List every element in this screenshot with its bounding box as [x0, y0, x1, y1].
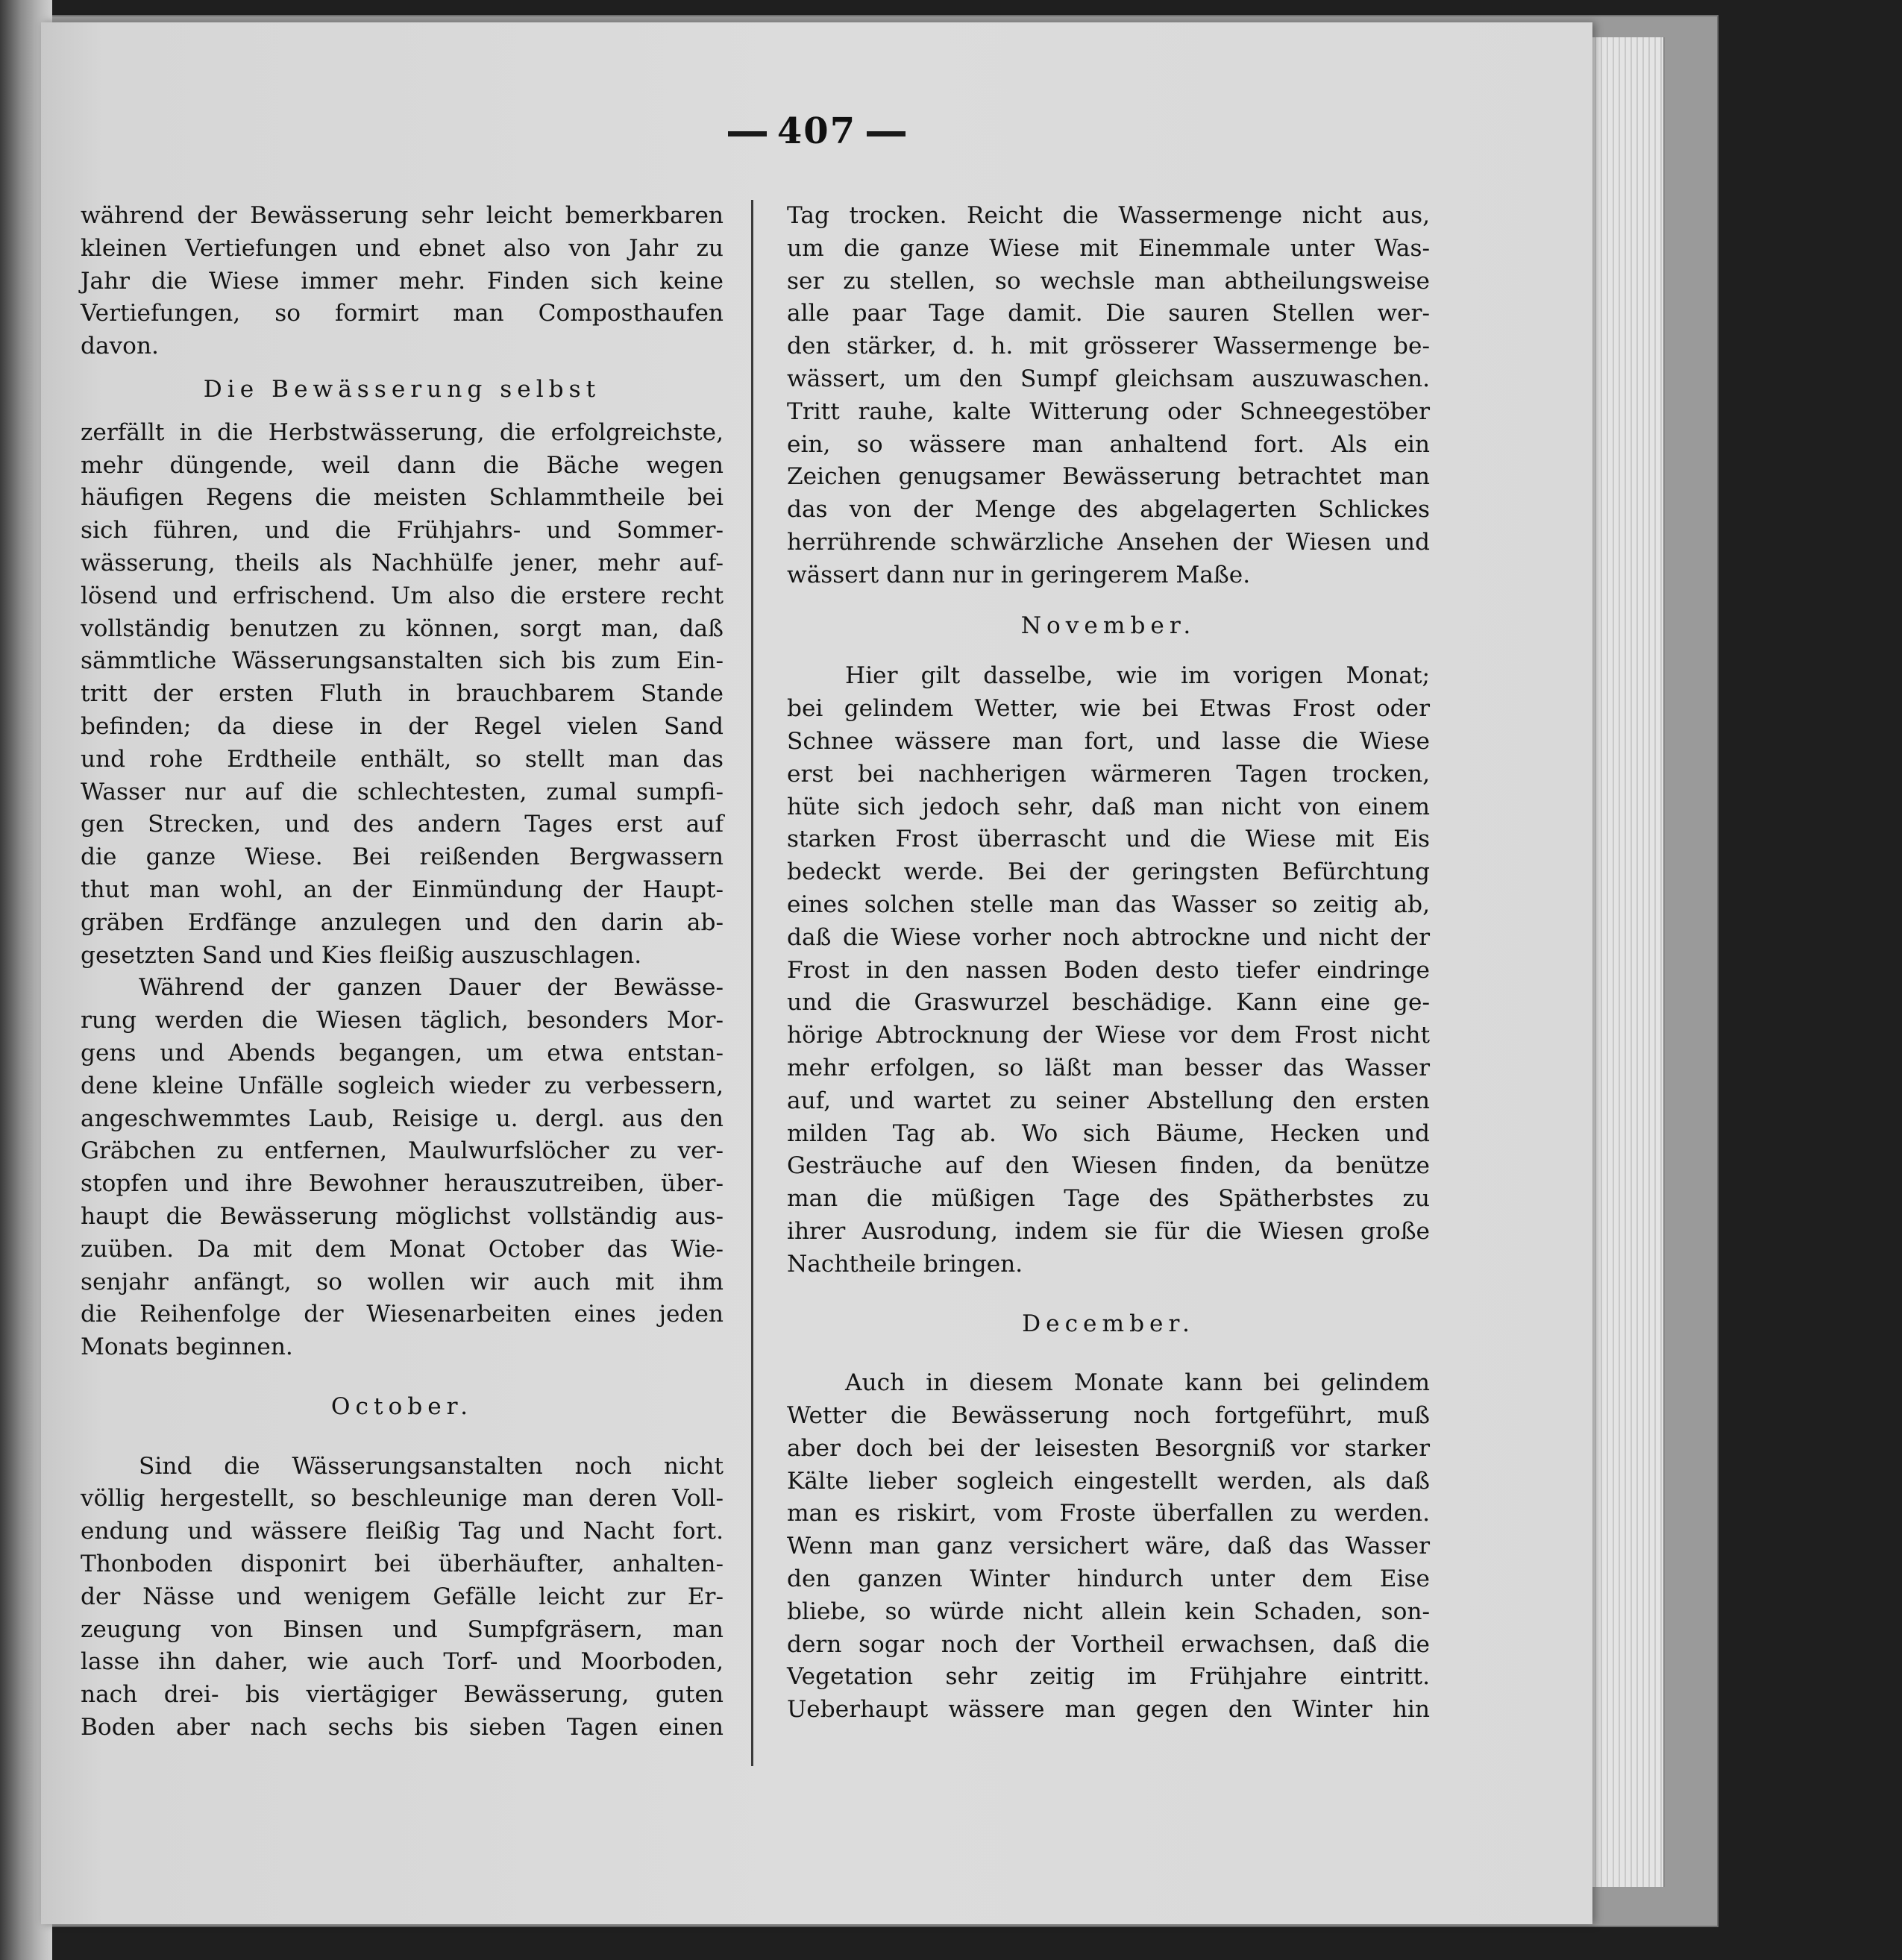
- right-paragraph-2: [787, 660, 1430, 1281]
- text-line: milden Tag ab. Wo sich Bäume, Hecken und: [787, 1119, 1430, 1147]
- text-line: mehr düngende, weil dann die Bäche wegen: [81, 451, 724, 479]
- text-line: aber doch bei der leisesten Besorgniß vor starker: [787, 1434, 1430, 1462]
- text-line: Gesträuche auf den Wiesen finden, da benütze: [787, 1152, 1430, 1180]
- column-divider: [751, 200, 753, 1766]
- text-line: Vegetation sehr zeitig im Frühjahre eintritt.: [787, 1663, 1430, 1691]
- text-line: zeugung von Binsen und Sumpfgräsern, man: [81, 1615, 724, 1643]
- text-line: hüte sich jedoch sehr, daß man nicht von einem: [787, 793, 1430, 820]
- text-line: häufigen Regens die meisten Schlammtheile bei: [81, 484, 724, 512]
- text-line: Boden aber nach sechs bis sieben Tagen einen: [81, 1714, 724, 1741]
- text-line: dene kleine Unfälle sogleich wieder zu verbessern,: [81, 1072, 724, 1099]
- text-line: davon.: [81, 333, 159, 360]
- text-line: Tritt rauhe, kalte Witterung oder Schneegestöber: [787, 398, 1430, 425]
- text-line: den ganzen Winter hindurch unter dem Eise: [787, 1565, 1430, 1593]
- section-heading: November.: [1020, 612, 1196, 639]
- text-line: Auch in diesem Monate kann bei gelindem: [845, 1369, 1430, 1397]
- text-line: Frost in den nassen Boden desto tiefer eindringe: [787, 956, 1430, 984]
- text-line: um die ganze Wiese mit Einemmale unter Was-: [787, 234, 1430, 262]
- text-line: Wenn man ganz versichert wäre, daß das Wasser: [787, 1533, 1430, 1560]
- text-line: endung und wässere fleißig Tag und Nacht fort.: [81, 1518, 724, 1545]
- text-line: das von der Menge des abgelagerten Schlickes: [787, 496, 1430, 524]
- text-line: thut man wohl, an der Einmündung der Haupt-: [81, 876, 724, 903]
- text-line: eines solchen stelle man das Wasser so zeitig ab,: [787, 891, 1430, 918]
- section-heading: October.: [330, 1392, 474, 1420]
- text-line: der Nässe und wenigem Gefälle leicht zur Er-: [81, 1583, 724, 1610]
- text-line: ein, so wässere man anhaltend fort. Als ein: [787, 430, 1430, 458]
- text-line: alle paar Tage damit. Die sauren Stellen wer-: [787, 300, 1430, 327]
- text-line: lösend und erfrischend. Um also die erstere recht: [81, 582, 724, 609]
- text-line: sämmtliche Wässerungsanstalten sich bis zum Ein-: [81, 647, 724, 675]
- right-column: [787, 200, 1430, 1727]
- text-line: Kälte lieber sogleich eingestellt werden, als daß: [787, 1467, 1430, 1495]
- text-line: Während der ganzen Dauer der Bewässe-: [139, 974, 724, 1002]
- text-line: starken Frost überrascht und die Wiese mit Eis: [787, 826, 1430, 853]
- text-line: Monats beginnen.: [81, 1334, 293, 1361]
- text-line: lasse ihn daher, wie auch Torf- und Moorboden,: [81, 1648, 724, 1676]
- text-line: wässert, um den Sumpf gleichsam auszuwaschen.: [787, 365, 1430, 392]
- left-paragraph-3: [81, 1451, 724, 1744]
- text-line: vollständig benutzen zu können, sorgt man, daß: [81, 615, 724, 642]
- text-line: dern sogar noch der Vortheil erwachsen, daß die: [787, 1630, 1430, 1658]
- text-line: während der Bewässerung sehr leicht bemerkbaren: [81, 202, 724, 229]
- text-line: senjahr anfängt, so wollen wir auch mit ihm: [81, 1268, 724, 1295]
- text-line: Hier gilt dasselbe, wie im vorigen Monat;: [845, 662, 1430, 690]
- text-line: stopfen und ihre Bewohner herauszutreiben, über-: [81, 1170, 724, 1198]
- text-line: gesetzten Sand und Kies fleißig auszuschlagen.: [81, 941, 642, 969]
- text-line: Gräbchen zu entfernen, Maulwurfslöcher zu ver-: [81, 1137, 724, 1165]
- text-line: kleinen Vertiefungen und ebnet also von Jahr zu: [81, 234, 724, 262]
- text-line: mehr erfolgen, so läßt man besser das Wasser: [787, 1054, 1430, 1081]
- left-paragraph-1: [81, 417, 724, 973]
- text-line: Nachtheile bringen.: [787, 1250, 1023, 1278]
- text-line: und rohe Erdtheile enthält, so stellt man das: [81, 745, 724, 773]
- text-line: erst bei nachherigen wärmeren Tagen trocken,: [787, 760, 1430, 788]
- left-intro: [81, 200, 724, 363]
- section-heading: Die Bewässerung selbst: [203, 375, 601, 403]
- text-line: ihrer Ausrodung, indem sie für die Wiesen große: [787, 1217, 1430, 1245]
- text-line: Vertiefungen, so formirt man Composthaufen: [81, 300, 724, 327]
- text-line: tritt der ersten Fluth in brauchbarem Stande: [81, 680, 724, 708]
- text-line: bliebe, so würde nicht allein kein Schaden, son-: [787, 1598, 1430, 1625]
- text-line: zerfällt in die Herbstwässerung, die erfolgreichste,: [81, 418, 724, 446]
- text-line: bedeckt werde. Bei der geringsten Befürchtung: [787, 858, 1430, 886]
- text-line: Tag trocken. Reicht die Wassermenge nicht aus,: [787, 202, 1430, 229]
- right-paragraph-1: [787, 200, 1430, 592]
- text-line: angeschwemmtes Laub, Reisige u. dergl. aus den: [81, 1105, 724, 1132]
- text-line: nach drei- bis viertägiger Bewässerung, guten: [81, 1681, 724, 1709]
- text-line: man es riskirt, vom Froste überfallen zu werden.: [787, 1500, 1430, 1527]
- text-line: Schnee wässere man fort, und lasse die Wiese: [787, 727, 1430, 755]
- text-line: gräben Erdfänge anzulegen und den darin ab-: [81, 908, 724, 936]
- text-line: rung werden die Wiesen täglich, besonders Mor-: [81, 1007, 724, 1034]
- text-line: Zeichen genugsamer Bewässerung betrachtet man: [787, 463, 1430, 491]
- text-line: Thonboden disponirt bei überhäufter, anhalten-: [81, 1551, 724, 1578]
- text-line: zuüben. Da mit dem Monat October das Wie-: [81, 1235, 724, 1263]
- right-dash: [867, 131, 906, 136]
- text-line: wässert dann nur in geringerem Maße.: [787, 561, 1251, 588]
- section-heading: December.: [1022, 1310, 1195, 1337]
- text-line: sich führen, und die Frühjahrs- und Sommer-: [81, 517, 724, 544]
- text-line: gens und Abends begangen, um etwa entstan-: [81, 1039, 724, 1067]
- book-page: [41, 22, 1592, 1924]
- text-line: man die müßigen Tage des Spätherbstes zu: [787, 1185, 1430, 1213]
- text-line: die ganze Wiese. Bei reißenden Bergwassern: [81, 844, 724, 871]
- text-line: Jahr die Wiese immer mehr. Finden sich keine: [81, 267, 724, 295]
- right-paragraph-3: [787, 1367, 1430, 1727]
- page-number: 407: [776, 110, 857, 152]
- text-line: ser zu stellen, so wechsle man abtheilungsweise: [787, 267, 1430, 295]
- left-column: [81, 200, 724, 1744]
- text-line: haupt die Bewässerung möglichst vollständig aus-: [81, 1202, 724, 1230]
- text-line: völlig hergestellt, so beschleunige man deren Voll-: [81, 1485, 724, 1513]
- text-line: auf, und wartet zu seiner Abstellung den ersten: [787, 1087, 1430, 1114]
- text-line: Wasser nur auf die schlechtesten, zumal sumpfi-: [81, 778, 724, 805]
- left-dash: [728, 131, 767, 136]
- text-line: Ueberhaupt wässere man gegen den Winter hin: [787, 1696, 1430, 1724]
- text-line: bei gelindem Wetter, wie bei Etwas Frost oder: [787, 695, 1430, 723]
- text-line: daß die Wiese vorher noch abtrockne und nicht der: [787, 923, 1430, 951]
- left-paragraph-2: [81, 972, 724, 1364]
- text-line: hörige Abtrocknung der Wiese vor dem Frost nicht: [787, 1022, 1430, 1049]
- text-line: befinden; da diese in der Regel vielen Sand: [81, 712, 724, 740]
- page-number-header: [41, 110, 1592, 152]
- text-line: herrührende schwärzliche Ansehen der Wiesen und: [787, 528, 1430, 556]
- text-line: Wetter die Bewässerung noch fortgeführt, muß: [787, 1402, 1430, 1430]
- text-line: die Reihenfolge der Wiesenarbeiten eines jeden: [81, 1301, 724, 1328]
- text-line: gen Strecken, und des andern Tages erst auf: [81, 811, 724, 838]
- text-line: Sind die Wässerungsanstalten noch nicht: [139, 1452, 724, 1480]
- text-line: und die Graswurzel beschädige. Kann eine ge-: [787, 989, 1430, 1017]
- text-line: wässerung, theils als Nachhülfe jener, mehr auf-: [81, 549, 724, 577]
- text-line: den stärker, d. h. mit grösserer Wassermenge be-: [787, 333, 1430, 360]
